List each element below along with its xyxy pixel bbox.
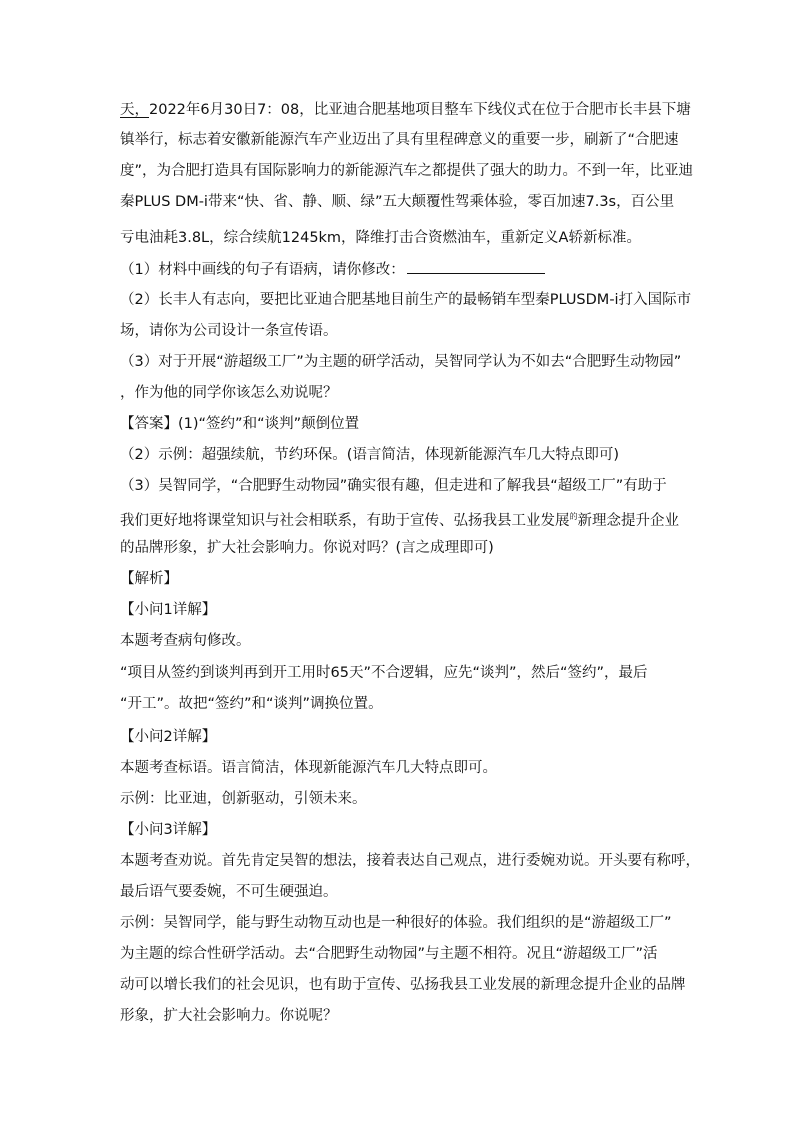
text-line: 场，请你为公司设计一条宣传语。 bbox=[120, 323, 338, 339]
text-line: 本题考查标语。语言简洁，体现新能源汽车几大特点即可。 bbox=[120, 760, 497, 776]
question-1: （1）材料中画线的句子有语病，请你修改： bbox=[120, 259, 545, 279]
text-line: （2）示例：超强续航，节约环保。(语言简洁，体现新能源汽车几大特点即可) bbox=[120, 447, 620, 463]
text-line: “项目从签约到谈判再到开工用时65天”不合逻辑，应先“谈判”，然后“签约”，最后 bbox=[120, 665, 648, 681]
analysis-heading: 【解析】 bbox=[120, 571, 178, 587]
section-heading: 【小问2详解】 bbox=[120, 729, 217, 745]
answer-heading: 【答案】(1)“签约”和“谈判”颠倒位置 bbox=[120, 416, 360, 432]
answer-blank[interactable] bbox=[407, 259, 545, 274]
underlined-sentence: 天， bbox=[120, 102, 149, 118]
section-heading: 【小问3详解】 bbox=[120, 822, 217, 838]
text-line: ，作为他的同学你该怎么劝说呢？ bbox=[120, 385, 338, 401]
text-line: 示例：吴智同学，能与野生动物互动也是一种很好的体验。我们组织的是“游超级工厂” bbox=[120, 915, 672, 931]
question-3: （3）对于开展“游超级工厂”为主题的研学活动，吴智同学认为不如去“合肥野生动物园” bbox=[120, 354, 682, 370]
text-line: 形象，扩大社会影响力。你说呢？ bbox=[120, 1008, 338, 1024]
text-line: 动可以增长我们的社会见识，也有助于宣传、弘扬我县工业发展的新理念提升企业的品牌 bbox=[120, 977, 686, 993]
text-line: 天，2022年6月30日7：08，比亚迪合肥基地项目整车下线仪式在位于合肥市长丰县下塘 bbox=[120, 102, 691, 118]
text-line: 本题考查病句修改。 bbox=[120, 633, 251, 649]
text-line: 本题考查劝说。首先肯定吴智的想法，接着表达自己观点，进行委婉劝说。开头要有称呼， bbox=[120, 853, 700, 869]
text-line: 为主题的综合性研学活动。去“合肥野生动物园”与主题不相符。况且“游超级工厂”活 bbox=[120, 946, 658, 962]
text-line: 我们更好地将课堂知识与社会相联系，有助于宣传、弘扬我县工业发展$^的$新理念提升企业 bbox=[120, 512, 679, 529]
text-line: 秦PLUS DM-i带来“快、省、静、顺、绿”五大颠覆性驾乘体验，零百加速7.3s，百公里 bbox=[120, 194, 675, 210]
text-line: 最后语气要委婉，不可生硬强迫。 bbox=[120, 884, 338, 900]
text-line: 示例：比亚迪，创新驱动，引领未来。 bbox=[120, 791, 367, 807]
text-line: 度”，为合肥打造具有国际影响力的新能源汽车之都提供了强大的助力。不到一年，比亚迪 bbox=[120, 163, 694, 179]
text-line: 的品牌形象，扩大社会影响力。你说对吗？(言之成理即可) bbox=[120, 540, 494, 556]
text-line: “开工”。故把“签约”和“谈判”调换位置。 bbox=[120, 696, 383, 712]
question-2: （2）长丰人有志向，要把比亚迪合肥基地目前生产的最畅销车型秦PLUSDM-i打入国际市 bbox=[120, 292, 692, 308]
section-heading: 【小问1详解】 bbox=[120, 602, 217, 618]
text-line: 亏电油耗3.8L，综合续航1245km，降维打击合资燃油车，重新定义A轿新标准。 bbox=[120, 230, 641, 246]
text-line: （3）吴智同学，“合肥野生动物园”确实很有趣，但走进和了解我县“超级工厂”有助于 bbox=[120, 478, 667, 494]
text-line: 镇举行，标志着安徽新能源汽车产业迈出了具有里程碑意义的重要一步，刷新了“合肥速 bbox=[120, 132, 679, 148]
